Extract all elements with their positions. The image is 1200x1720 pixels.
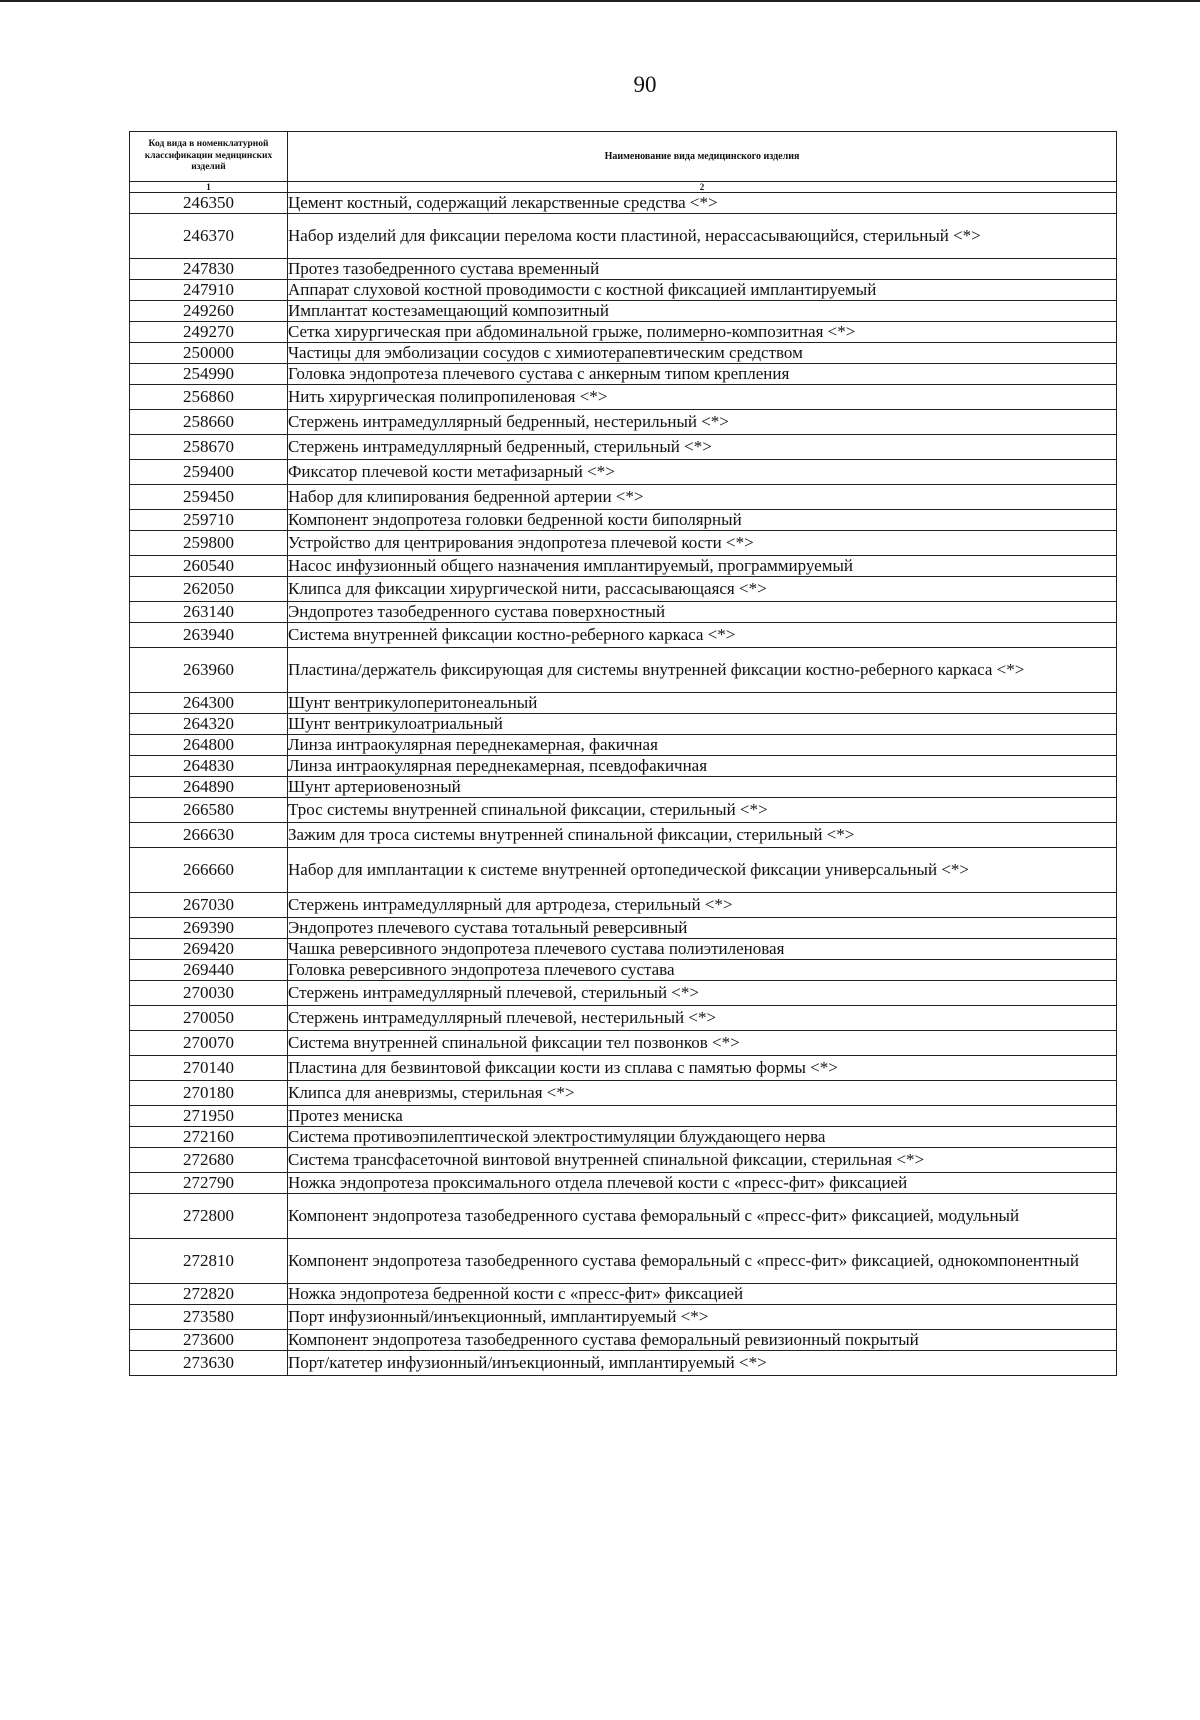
device-name: Система трансфасеточной винтовой внутренней спинальной фиксации, стерильная <*> <box>288 1148 1117 1173</box>
device-name: Протез тазобедренного сустава временный <box>288 259 1117 280</box>
device-name: Пластина для безвинтовой фиксации кости из сплава с памятью формы <*> <box>288 1056 1117 1081</box>
table-row <box>130 1239 1117 1284</box>
device-code: 247830 <box>130 259 288 280</box>
device-code: 272800 <box>130 1194 288 1239</box>
device-code: 273580 <box>130 1305 288 1330</box>
device-name: Частицы для эмболизации сосудов с химиотерапевтическим средством <box>288 343 1117 364</box>
device-name: Порт инфузионный/инъекционный, имплантируемый <*> <box>288 1305 1117 1330</box>
device-name: Клипса для фиксации хирургической нити, рассасывающаяся <*> <box>288 577 1117 602</box>
device-name: Компонент эндопротеза тазобедренного сустава феморальный с «пресс-фит» фиксацией, модульный <box>288 1194 1117 1239</box>
table-row <box>130 981 1117 1006</box>
device-code: 260540 <box>130 556 288 577</box>
table-row <box>130 1006 1117 1031</box>
table-row <box>130 756 1117 777</box>
table-row <box>130 435 1117 460</box>
device-code: 273600 <box>130 1330 288 1351</box>
table-row <box>130 960 1117 981</box>
device-code: 259400 <box>130 460 288 485</box>
device-name: Эндопротез тазобедренного сустава поверхностный <box>288 602 1117 623</box>
device-code: 246350 <box>130 193 288 214</box>
table-row <box>130 918 1117 939</box>
device-code: 249260 <box>130 301 288 322</box>
table-row <box>130 322 1117 343</box>
page-number: 90 <box>633 72 657 97</box>
table-row <box>130 364 1117 385</box>
table-row <box>130 577 1117 602</box>
device-code: 264300 <box>130 693 288 714</box>
table-row <box>130 1148 1117 1173</box>
table-row <box>130 602 1117 623</box>
device-name: Насос инфузионный общего назначения имплантируемый, программируемый <box>288 556 1117 577</box>
device-name: Линза интраокулярная переднекамерная, псевдофакичная <box>288 756 1117 777</box>
device-code: 270050 <box>130 1006 288 1031</box>
device-name: Трос системы внутренней спинальной фиксации, стерильный <*> <box>288 798 1117 823</box>
device-name: Компонент эндопротеза головки бедренной кости биполярный <box>288 510 1117 531</box>
device-name: Стержень интрамедуллярный плечевой, нестерильный <*> <box>288 1006 1117 1031</box>
device-code: 256860 <box>130 385 288 410</box>
device-name: Устройство для центрирования эндопротеза плечевой кости <*> <box>288 531 1117 556</box>
column-number-row <box>130 182 1117 193</box>
table-row <box>130 385 1117 410</box>
device-name: Стержень интрамедуллярный плечевой, стерильный <*> <box>288 981 1117 1006</box>
device-name: Шунт вентрикулоперитонеальный <box>288 693 1117 714</box>
device-name: Компонент эндопротеза тазобедренного сустава феморальный ревизионный покрытый <box>288 1330 1117 1351</box>
column-number-1: 1 <box>130 182 288 193</box>
device-code: 263940 <box>130 623 288 648</box>
device-name: Набор для клипирования бедренной артерии <*> <box>288 485 1117 510</box>
table-row <box>130 214 1117 259</box>
table-row <box>130 735 1117 756</box>
device-code: 270180 <box>130 1081 288 1106</box>
device-code: 270030 <box>130 981 288 1006</box>
device-name: Система внутренней фиксации костно-реберного каркаса <*> <box>288 623 1117 648</box>
device-code: 259800 <box>130 531 288 556</box>
device-code: 270140 <box>130 1056 288 1081</box>
device-code: 267030 <box>130 893 288 918</box>
table-row <box>130 1284 1117 1305</box>
table-row <box>130 798 1117 823</box>
device-code: 258660 <box>130 410 288 435</box>
device-name: Цемент костный, содержащий лекарственные средства <*> <box>288 193 1117 214</box>
device-code: 272810 <box>130 1239 288 1284</box>
table-row <box>130 280 1117 301</box>
table-row <box>130 510 1117 531</box>
device-name: Шунт артериовенозный <box>288 777 1117 798</box>
device-code: 269440 <box>130 960 288 981</box>
device-code: 259450 <box>130 485 288 510</box>
medical-devices-table <box>129 131 1117 1376</box>
table-row <box>130 1194 1117 1239</box>
table-row <box>130 1305 1117 1330</box>
table-row <box>130 1330 1117 1351</box>
device-code: 266630 <box>130 823 288 848</box>
table-row <box>130 301 1117 322</box>
top-border-line <box>0 0 1200 2</box>
table-header-row <box>130 132 1117 182</box>
device-name: Компонент эндопротеза тазобедренного сустава феморальный с «пресс-фит» фиксацией, однокомпонентный <box>288 1239 1117 1284</box>
device-name: Стержень интрамедуллярный бедренный, стерильный <*> <box>288 435 1117 460</box>
device-code: 263140 <box>130 602 288 623</box>
table-row <box>130 1351 1117 1376</box>
device-code: 263960 <box>130 648 288 693</box>
device-name: Зажим для троса системы внутренней спинальной фиксации, стерильный <*> <box>288 823 1117 848</box>
table-row <box>130 1127 1117 1148</box>
table-row <box>130 623 1117 648</box>
device-code: 272680 <box>130 1148 288 1173</box>
table-row <box>130 531 1117 556</box>
table-row <box>130 939 1117 960</box>
table-row <box>130 485 1117 510</box>
device-name: Клипса для аневризмы, стерильная <*> <box>288 1081 1117 1106</box>
table-row <box>130 343 1117 364</box>
device-code: 269420 <box>130 939 288 960</box>
device-code: 273630 <box>130 1351 288 1376</box>
header-code: Код вида в номенклатурной классификации медицинских изделий <box>130 132 288 182</box>
device-name: Сетка хирургическая при абдоминальной грыже, полимерно-композитная <*> <box>288 322 1117 343</box>
table-row <box>130 848 1117 893</box>
device-name: Набор изделий для фиксации перелома кости пластиной, нерассасывающийся, стерильный <*> <box>288 214 1117 259</box>
table-row <box>130 714 1117 735</box>
table-row <box>130 556 1117 577</box>
device-code: 258670 <box>130 435 288 460</box>
device-name: Протез мениска <box>288 1106 1117 1127</box>
device-name: Аппарат слуховой костной проводимости с костной фиксацией имплантируемый <box>288 280 1117 301</box>
device-name: Нить хирургическая полипропиленовая <*> <box>288 385 1117 410</box>
device-code: 272820 <box>130 1284 288 1305</box>
device-name: Система внутренней спинальной фиксации тел позвонков <*> <box>288 1031 1117 1056</box>
table-row <box>130 777 1117 798</box>
device-name: Линза интраокулярная переднекамерная, факичная <box>288 735 1117 756</box>
table-row <box>130 1081 1117 1106</box>
device-name: Набор для имплантации к системе внутренней ортопедической фиксации универсальный <*> <box>288 848 1117 893</box>
device-code: 264890 <box>130 777 288 798</box>
device-code: 262050 <box>130 577 288 602</box>
header-name: Наименование вида медицинского изделия <box>288 132 1117 182</box>
device-name: Ножка эндопротеза проксимального отдела плечевой кости с «пресс-фит» фиксацией <box>288 1173 1117 1194</box>
device-code: 272160 <box>130 1127 288 1148</box>
device-name: Головка реверсивного эндопротеза плечевого сустава <box>288 960 1117 981</box>
table-row <box>130 460 1117 485</box>
table-row <box>130 823 1117 848</box>
device-code: 254990 <box>130 364 288 385</box>
device-name: Пластина/держатель фиксирующая для системы внутренней фиксации костно-реберного каркаса <*> <box>288 648 1117 693</box>
device-code: 264320 <box>130 714 288 735</box>
device-name: Система противоэпилептической электростимуляции блуждающего нерва <box>288 1127 1117 1148</box>
device-code: 271950 <box>130 1106 288 1127</box>
table-row <box>130 1106 1117 1127</box>
table-row <box>130 1031 1117 1056</box>
device-name: Фиксатор плечевой кости метафизарный <*> <box>288 460 1117 485</box>
device-code: 250000 <box>130 343 288 364</box>
device-code: 270070 <box>130 1031 288 1056</box>
table-row <box>130 193 1117 214</box>
column-number-2: 2 <box>288 182 1117 193</box>
device-code: 264830 <box>130 756 288 777</box>
device-name: Стержень интрамедуллярный для артродеза, стерильный <*> <box>288 893 1117 918</box>
table-row <box>130 410 1117 435</box>
device-code: 246370 <box>130 214 288 259</box>
device-name: Чашка реверсивного эндопротеза плечевого сустава полиэтиленовая <box>288 939 1117 960</box>
device-code: 264800 <box>130 735 288 756</box>
device-code: 269390 <box>130 918 288 939</box>
device-code: 249270 <box>130 322 288 343</box>
device-name: Порт/катетер инфузионный/инъекционный, имплантируемый <*> <box>288 1351 1117 1376</box>
device-name: Стержень интрамедуллярный бедренный, нестерильный <*> <box>288 410 1117 435</box>
device-name: Эндопротез плечевого сустава тотальный реверсивный <box>288 918 1117 939</box>
device-code: 272790 <box>130 1173 288 1194</box>
device-code: 259710 <box>130 510 288 531</box>
table-row <box>130 693 1117 714</box>
device-name: Ножка эндопротеза бедренной кости с «пресс-фит» фиксацией <box>288 1284 1117 1305</box>
device-name: Имплантат костезамещающий композитный <box>288 301 1117 322</box>
table-body <box>130 193 1117 1376</box>
table-row <box>130 1173 1117 1194</box>
device-code: 247910 <box>130 280 288 301</box>
device-name: Шунт вентрикулоатриальный <box>288 714 1117 735</box>
table-row <box>130 648 1117 693</box>
table-row <box>130 893 1117 918</box>
table-row <box>130 259 1117 280</box>
device-code: 266660 <box>130 848 288 893</box>
table-row <box>130 1056 1117 1081</box>
device-name: Головка эндопротеза плечевого сустава с анкерным типом крепления <box>288 364 1117 385</box>
device-code: 266580 <box>130 798 288 823</box>
